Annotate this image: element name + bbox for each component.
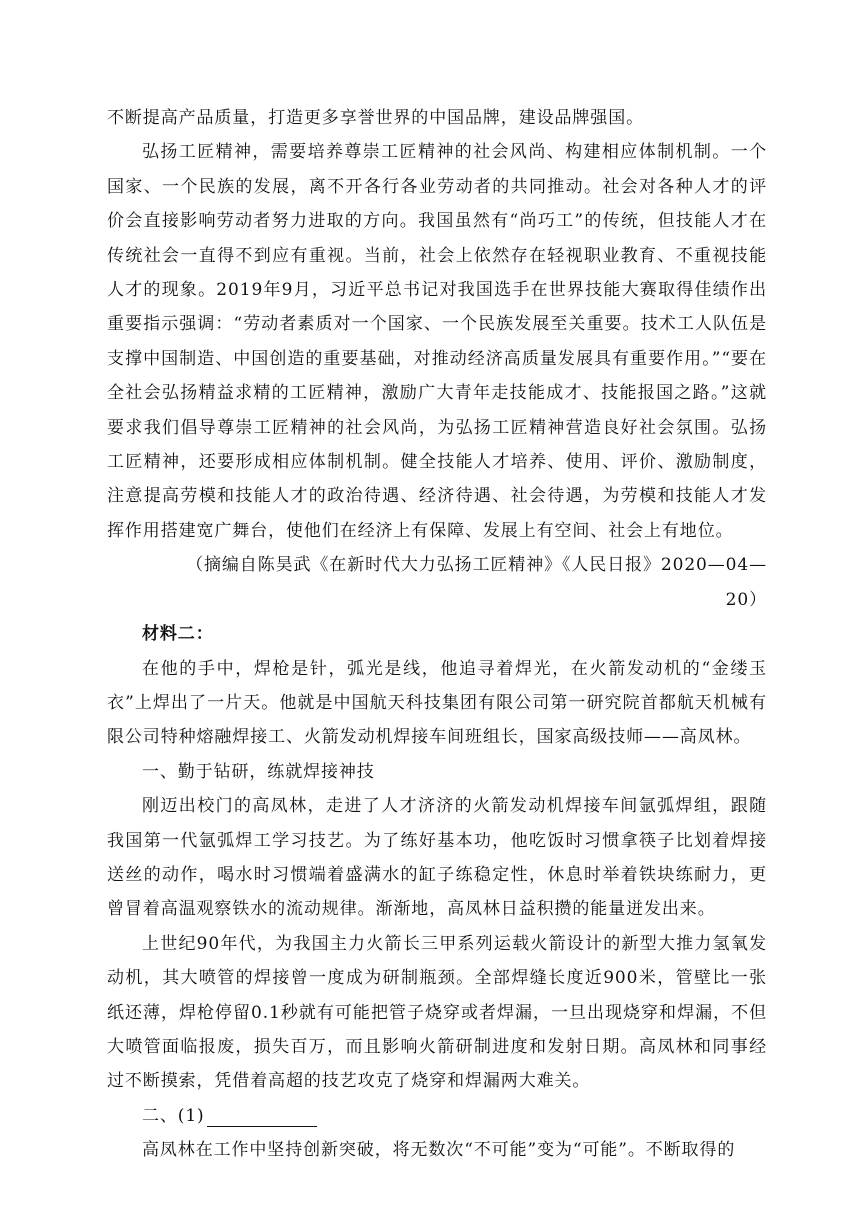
section-heading-two — [107, 1099, 767, 1133]
paragraph-training: 刚迈出校门的高凤林，走进了人才济济的火箭发动机焊接车间氩弧焊组，跟随我国第一代氩弧焊工学习技艺。为了练好基本功，他吃饭时习惯拿筷子比划着焊接送丝的动作，喝水时习惯端着盛满水的缸子练稳定性，休息时举着铁块练耐力，更曾冒着高温观察铁水的流动规律。渐渐地，高凤林日益积攒的能量迸发出来。 — [107, 796, 767, 920]
paragraph-rocket-nozzle: 上世纪90年代，为我国主力火箭长三甲系列运载火箭设计的新型大推力氢氧发动机，其大喷管的焊接曾一度成为研制瓶颈。全部焊缝长度近900米，管壁比一张纸还薄，焊枪停留0.1秒就有可能把管子烧穿或者焊漏，一旦出现烧穿和焊漏，不但大喷管面临报废，损失百万，而且影响火箭研制进度和发射日期。高凤林和同事经过不断摸索，凭借着高超的技艺攻克了烧穿和焊漏两大难关。 — [107, 933, 767, 1092]
source-citation: （摘编自陈昊武《在新时代大力弘扬工匠精神》《人民日报》2020—04—20） — [186, 555, 767, 610]
article-body — [107, 101, 767, 1168]
paragraph-gao-fenglin-intro: 在他的手中，焊枪是针，弧光是线，他追寻着焊光，在火箭发动机的“金缕玉衣”上焊出了一片天。他就是中国航天科技集团有限公司第一研究院首都航天机械有限公司特种熔融焊接工、火箭发动机焊接车间班组长，国家高级技师——高凤林。 — [107, 658, 767, 748]
material-two-heading: 材料二： — [142, 624, 214, 645]
section-heading-one: 一、勤于钻研，练就焊接神技 — [142, 761, 375, 782]
paragraph-innovation: 高凤林在工作中坚持创新突破，将无数次“不可能”变为“可能”。不断取得的 — [142, 1140, 736, 1161]
paragraph-continuation: 不断提高产品质量，打造更多享誉世界的中国品牌，建设品牌强国。 — [107, 108, 644, 128]
paragraph-craftsman-spirit: 弘扬工匠精神，需要培养尊崇工匠精神的社会风尚、构建相应体制机制。一个国家、一个民族的发展，离不开各行各业劳动者的共同推动。社会对各种人才的评价会直接影响劳动者努力进取的方向。我国虽然有“尚巧工”的传统，但技能人才在传统社会一直得不到应有重视。当前，社会上依然存在轻视职业教育、不重视技能人才的现象。2019年9月，习近平总书记对我国选手在世界技能大赛取得佳绩作出重要指示强调：“劳动者素质对一个国家、一个民族发展至关重要。技术工人队伍是支撑中国制造、中国创造的重要基础，对推动经济高质量发展具有重要作用。”“要在全社会弘扬精益求精的工匠精神，激励广大青年走技能成才、技能报国之路。”这就要求我们倡导尊崇工匠精神的社会风尚，为弘扬工匠精神营造良好社会氛围。弘扬工匠精神，还要形成相应体制机制。健全技能人才培养、使用、评价、激励制度，注意提高劳模和技能人才的政治待遇、经济待遇、社会待遇，为劳模和技能人才发挥作用搭建宽广舞台，使他们在经济上有保障、发展上有空间、社会上有地位。 — [107, 142, 767, 541]
section-two-label: 二、(1) — [142, 1105, 205, 1126]
answer-blank[interactable] — [207, 1106, 317, 1127]
